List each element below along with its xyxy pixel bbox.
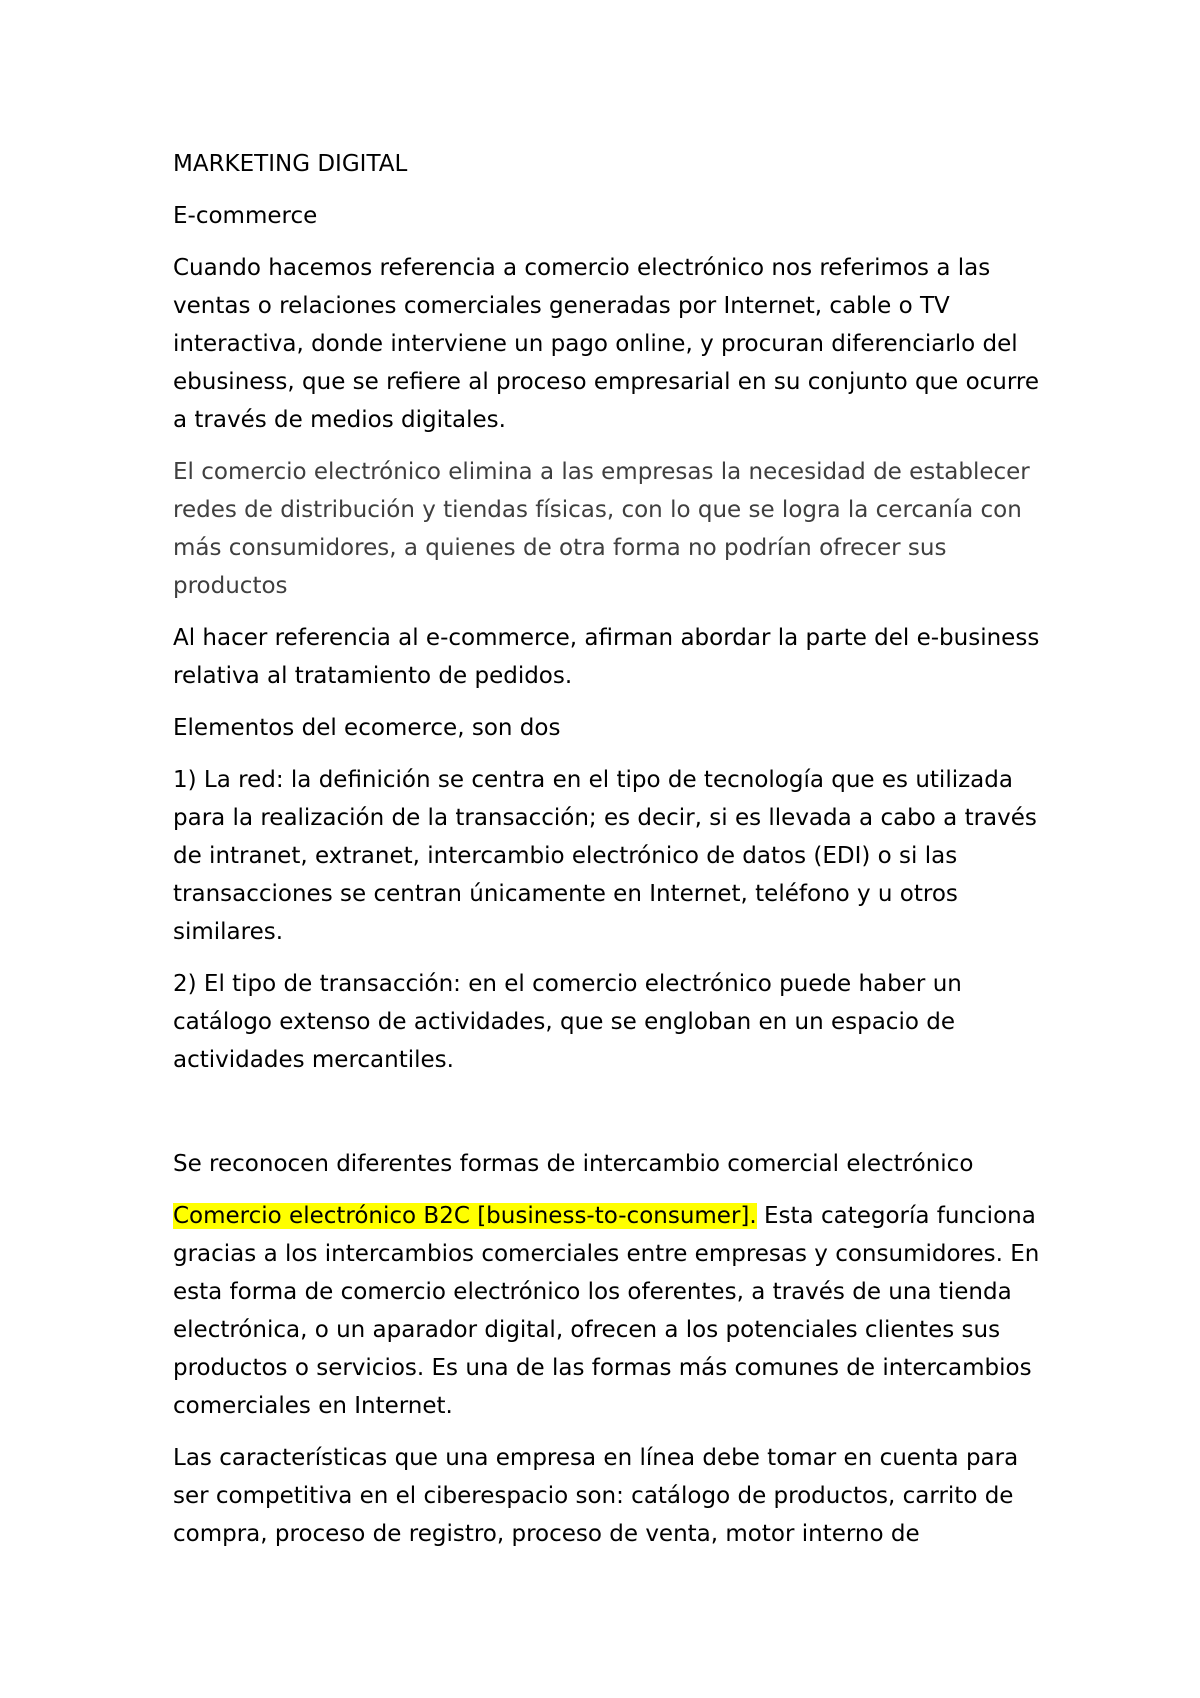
document-body — [173, 145, 1053, 1567]
paragraph-elements-intro: Elementos del ecomerce, son dos — [173, 715, 561, 741]
blank-line — [173, 1093, 1053, 1145]
paragraph-benefits: El comercio electrónico elimina a las empresas la necesidad de establecer redes de distribución y tiendas físicas, con lo que se logra la cercanía con más consumidores, a quienes de otra forma no podrían ofrecer sus productos — [173, 459, 1030, 599]
paragraph-forms-intro: Se reconocen diferentes formas de intercambio comercial electrónico — [173, 1151, 974, 1177]
paragraph-ecommerce-reference: Al hacer referencia al e-commerce, afirman abordar la parte del e-business relativa al tratamiento de pedidos. — [173, 625, 1040, 689]
paragraph-b2c — [173, 1197, 1053, 1425]
paragraph-b2c-text: Esta categoría funciona gracias a los intercambios comerciales entre empresas y consumidores. En esta forma de comercio electrónico los oferentes, a través de una tienda electrónica, o un aparador digital, ofrecen a los potenciales clientes sus productos o servicios. Es una de las formas más comunes de intercambios comerciales en Internet. — [173, 1203, 1040, 1419]
paragraph-characteristics: Las características que una empresa en línea debe tomar en cuenta para ser competitiva en el ciberespacio son: catálogo de productos, carrito de compra, proceso de registro, proceso de venta, motor interno de — [173, 1445, 1019, 1547]
paragraph-element-network: 1) La red: la definición se centra en el tipo de tecnología que es utilizada para la realización de la transacción; es decir, si es llevada a cabo a través de intranet, extranet, intercambio electrónico de datos (EDI) o si las transacciones se centran únicamente en Internet, teléfono y u otros similares. — [173, 767, 1037, 945]
highlighted-b2c-term: Comercio electrónico B2C [business-to-consumer]. — [173, 1203, 757, 1229]
paragraph-definition: Cuando hacemos referencia a comercio electrónico nos referimos a las ventas o relaciones comerciales generadas por Internet, cable o TV interactiva, donde interviene un pago online, y procuran diferenciarlo del ebusiness, que se refiere al proceso empresarial en su conjunto que ocurre a través de medios digitales. — [173, 255, 1040, 433]
document-title: MARKETING DIGITAL — [173, 151, 408, 177]
section-heading: E-commerce — [173, 203, 318, 229]
paragraph-element-transaction: 2) El tipo de transacción: en el comercio electrónico puede haber un catálogo extenso de actividades, que se engloban en un espacio de actividades mercantiles. — [173, 971, 962, 1073]
